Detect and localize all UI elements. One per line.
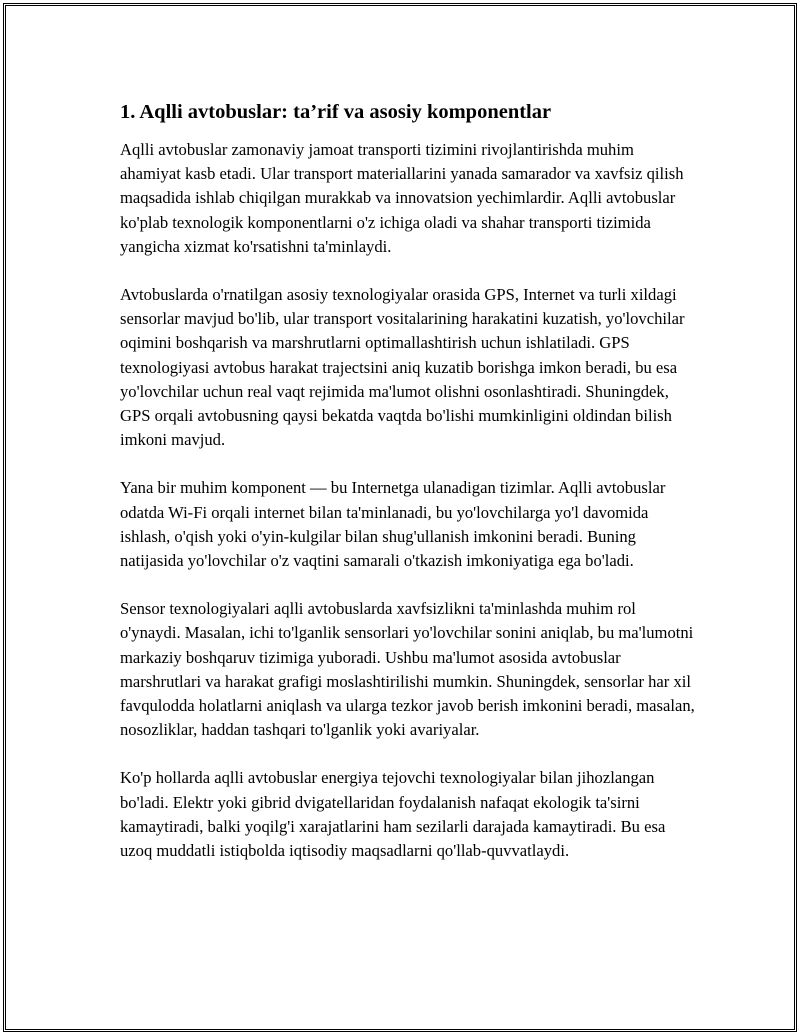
paragraph-sensors: Sensor texnologiyalari aqlli avtobuslarda xavfsizlikni ta'minlashda muhim rol o'ynaydi. Masalan, ichi to'lganlik sensorlari yo'lovchilar sonini aniqlab, bu ma'lumotni markaziy boshqaruv tizimiga yuboradi. Ushbu ma'lumot asosida avtobuslar marshrutlari va harakat grafigi moslashtirilishi mumkin. Shuningdek, sensorlar har xil favqulodda holatlarni aniqlash va ularga tezkor javob berish imkonini beradi, masalan, nosozliklar, haddan tashqari to'lganlik yoki avariyalar. xyxy=(120,599,695,740)
paragraph-internet: Yana bir muhim komponent — bu Internetga ulanadigan tizimlar. Aqlli avtobuslar odatda Wi-Fi orqali internet bilan ta'minlanadi, bu yo'lovchilarga yo'l davomida ishlash, o'qish yoki o'yin-kulgilar bilan shug'ullanish imkonini beradi. Buning natijasida yo'lovchilar o'z vaqtini samarali o'tkazish imkoniyatiga ega bo'ladi. xyxy=(120,478,666,571)
paragraph-definition: Aqlli avtobuslar zamonaviy jamoat transporti tizimini rivojlantirishda muhim ahamiyat kasb etadi. Ular transport materiallarini yanada samarador va xavfsiz qilish maqsadida ishlab chiqilgan murakkab va innovatsion yechimlardir. Aqlli avtobuslar ko'plab texnologik komponentlarni o'z ichiga oladi va shahar transporti tizimida yangicha xizmat ko'rsatishni ta'minlaydi. xyxy=(120,140,684,256)
page-title: 1. Aqlli avtobuslar: ta’rif va asosiy komponentlar xyxy=(120,101,552,123)
paragraph-energy: Ko'p hollarda aqlli avtobuslar energiya tejovchi texnologiyalar bilan jihozlangan bo'ladi. Elektr yoki gibrid dvigatellaridan foydalanish nafaqat ekologik ta'sirni kamaytiradi, balki yoqilg'i xarajatlarini ham sezilarli darajada kamaytiradi. Bu esa uzoq muddatli istiqbolda iqtisodiy maqsadlarni qo'llab-quvvatlaydi. xyxy=(120,768,666,861)
paragraph-gps: Avtobuslarda o'rnatilgan asosiy texnologiyalar orasida GPS, Internet va turli xildagi sensorlar mavjud bo'lib, ular transport vositalarining harakatini kuzatish, yo'lovchilar oqimini boshqarish va marshrutlarni optimallashtirish uchun ishlatiladi. GPS texnologiyasi avtobus harakat trajectsini aniq kuzatib borishga imkon beradi, bu esa yo'lovchilar uchun real vaqt rejimida ma'lumot olishni osonlashtiradi. Shuningdek, GPS orqali avtobusning qaysi bekatda vaqtda bo'lishi mumkinligini oldindan bilish imkoni mavjud. xyxy=(120,285,685,450)
document-body xyxy=(120,98,696,887)
page-frame xyxy=(3,3,797,1032)
